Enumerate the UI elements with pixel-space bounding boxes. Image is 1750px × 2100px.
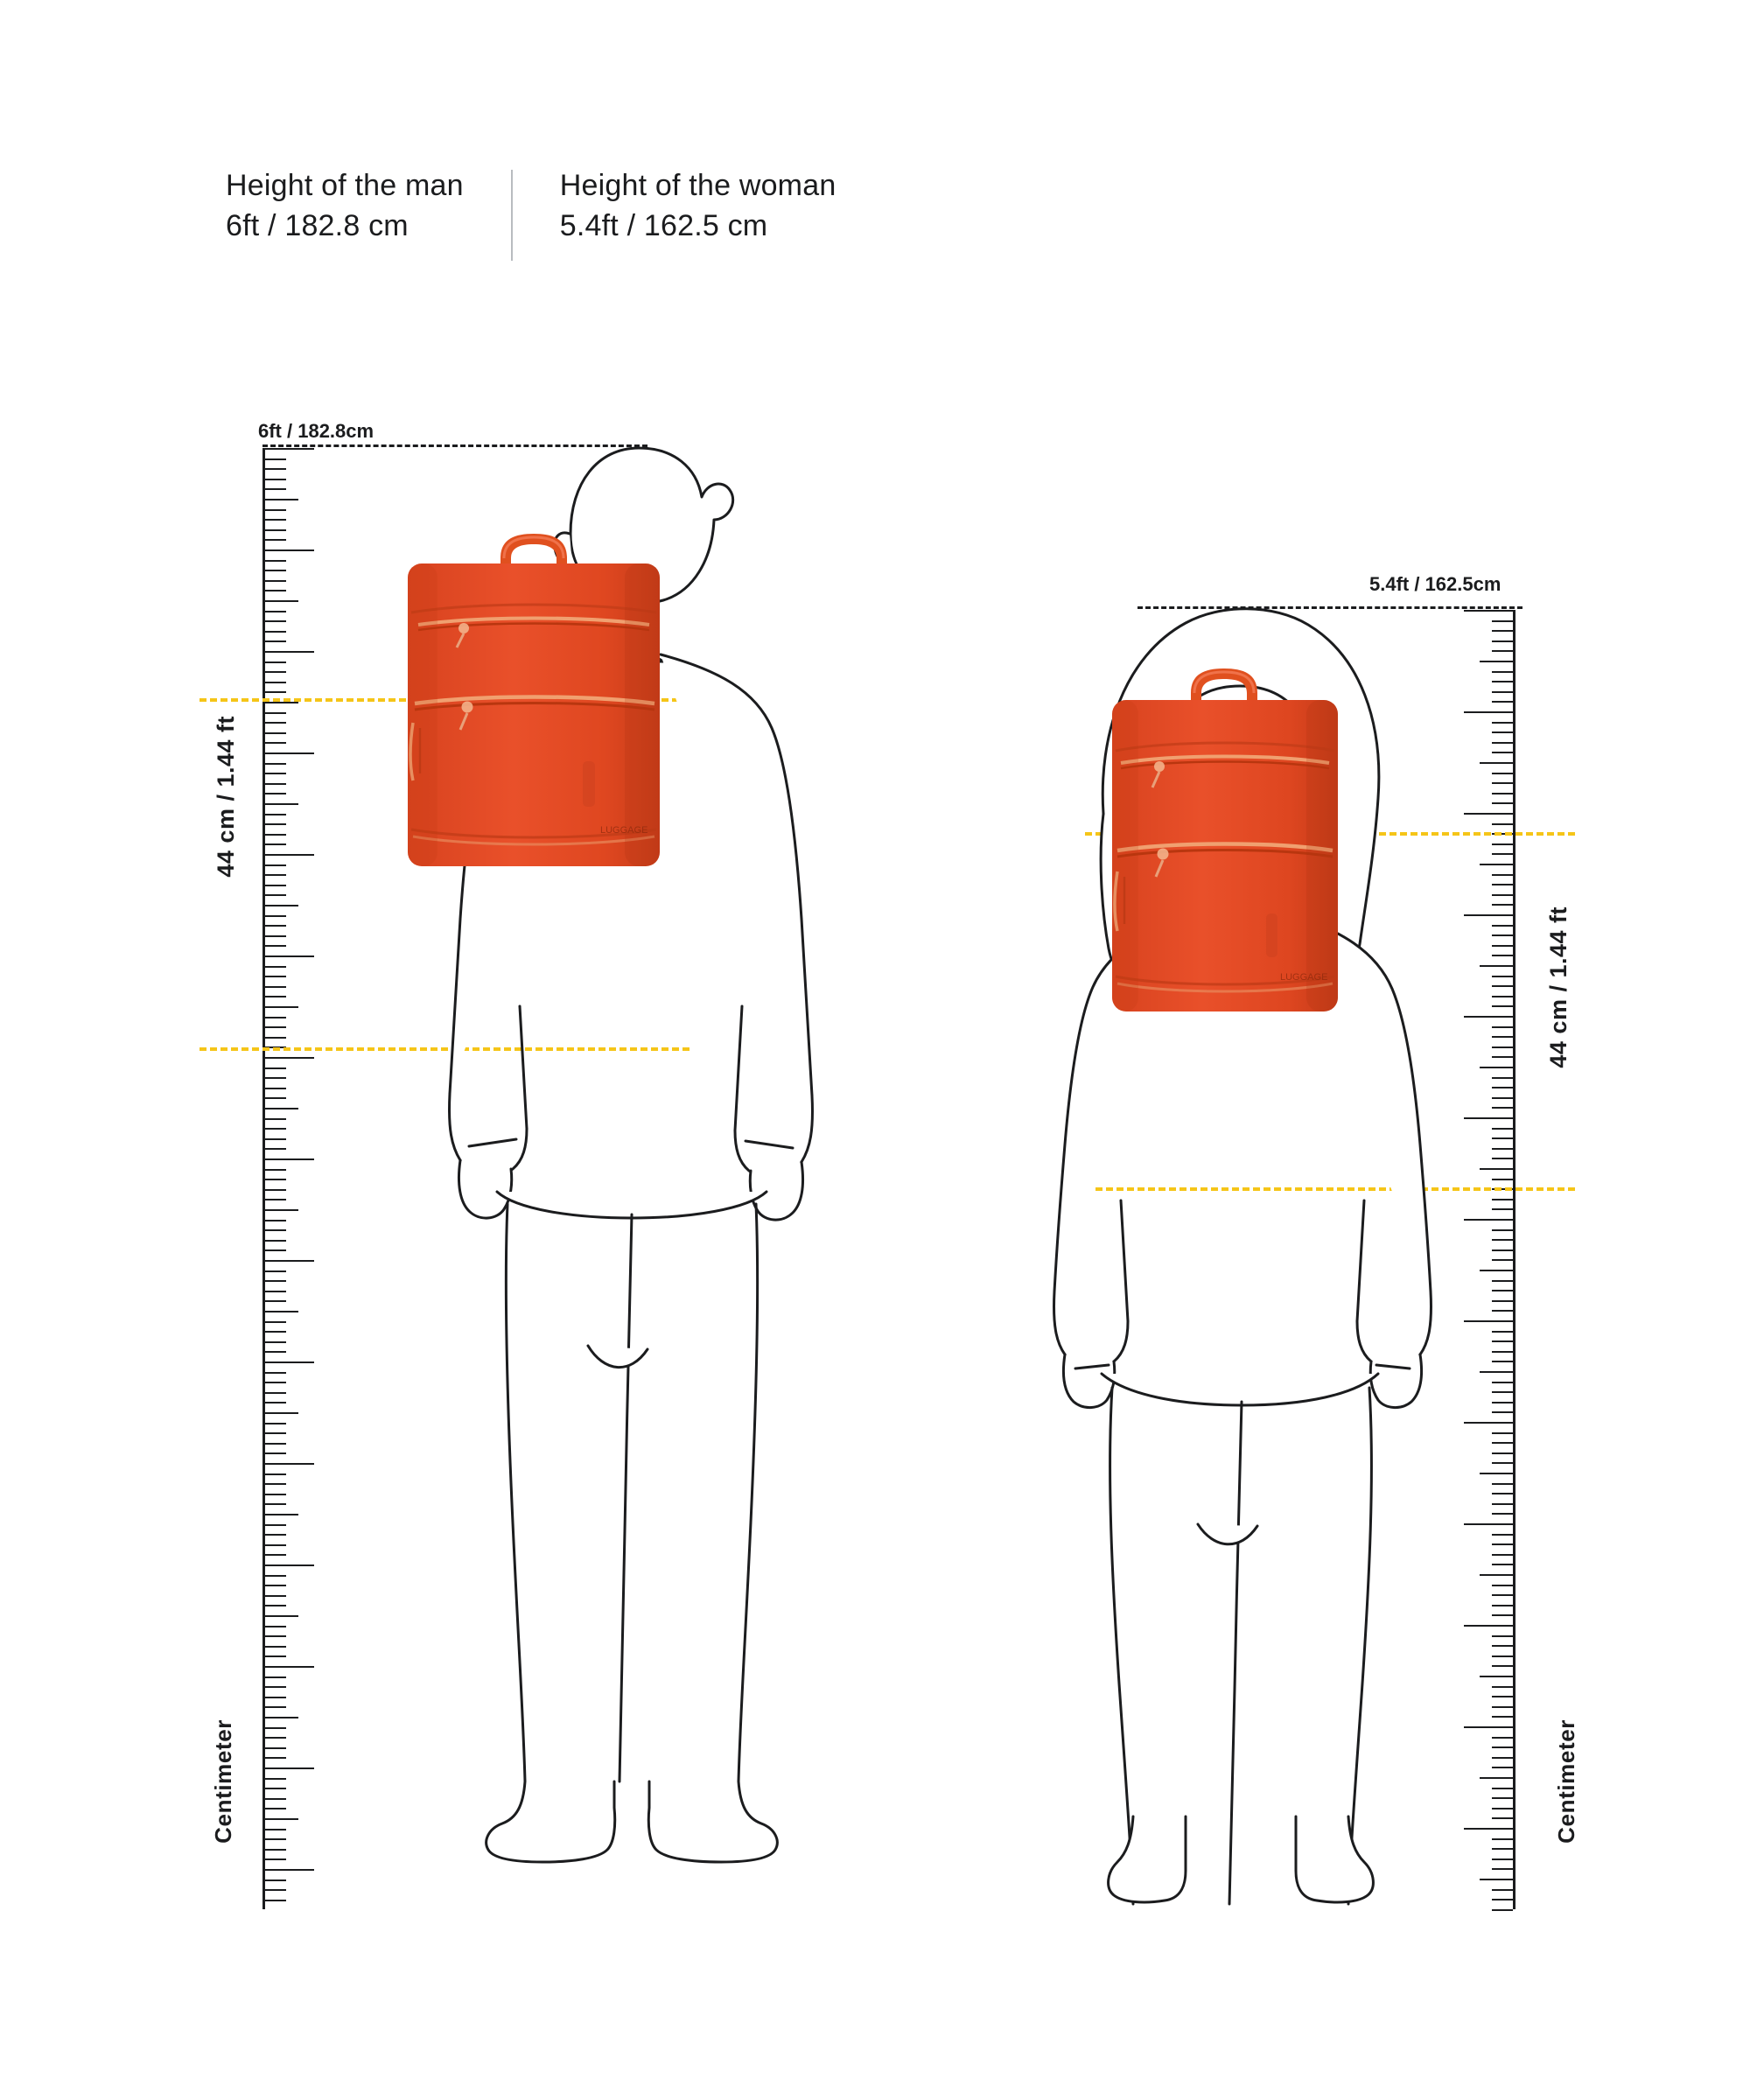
ruler-tick — [265, 499, 298, 500]
ruler-tick — [265, 1402, 286, 1404]
ruler-tick — [265, 509, 286, 511]
ruler-tick — [265, 1088, 286, 1089]
ruler-tick — [1492, 1340, 1513, 1342]
ruler-tick — [265, 844, 286, 845]
ruler-tick — [1492, 976, 1513, 977]
ruler-tick — [265, 1534, 286, 1536]
ruler-tick — [265, 1128, 286, 1130]
ruler-tick — [1492, 934, 1513, 936]
ruler-tick — [265, 732, 286, 734]
ruler-tick — [265, 1889, 286, 1891]
ruler-tick — [1492, 1635, 1513, 1637]
header-man-title: Height of the man — [226, 169, 464, 202]
ruler-tick — [1492, 1889, 1513, 1891]
ruler-tick — [265, 590, 286, 592]
ruler-tick — [265, 823, 286, 825]
ruler-tick — [265, 1118, 286, 1120]
ruler-tick — [265, 864, 286, 866]
ruler-tick — [1492, 1503, 1513, 1505]
ruler-tick — [265, 793, 286, 794]
ruler-tick — [1492, 1452, 1513, 1454]
ruler-tick — [1492, 671, 1513, 673]
ruler-tick — [265, 620, 286, 622]
ruler-tick — [265, 458, 286, 460]
ruler-tick — [1492, 1351, 1513, 1353]
ruler-tick — [1492, 1686, 1513, 1688]
woman-ruler-spine — [1513, 610, 1516, 1909]
ruler-tick — [265, 529, 286, 531]
ruler-tick — [1492, 1848, 1513, 1850]
ruler-tick — [265, 640, 286, 642]
ruler-tick — [265, 1392, 286, 1394]
header-woman-block — [560, 166, 836, 246]
ruler-tick — [265, 631, 286, 633]
header-woman-title: Height of the woman — [559, 169, 836, 202]
ruler-tick — [1492, 925, 1513, 927]
ruler-tick — [1464, 1320, 1513, 1322]
ruler-tick — [1492, 884, 1513, 886]
ruler-tick — [265, 854, 314, 856]
ruler-tick — [1492, 1605, 1513, 1606]
ruler-tick — [1492, 742, 1513, 744]
ruler-tick — [265, 935, 286, 937]
ruler-tick — [1492, 1331, 1513, 1333]
ruler-tick — [265, 1057, 314, 1059]
ruler-tick — [1492, 1158, 1513, 1159]
ruler-tick — [1464, 813, 1513, 815]
ruler-tick — [265, 1108, 298, 1110]
ruler-tick — [1464, 1726, 1513, 1728]
ruler-tick — [265, 1706, 286, 1708]
ruler-tick — [1492, 1239, 1513, 1241]
ruler-tick — [265, 1300, 286, 1302]
ruler-tick — [1464, 1117, 1513, 1119]
ruler-tick — [265, 874, 286, 876]
ruler-tick — [265, 814, 286, 816]
ruler-tick — [265, 1209, 298, 1211]
ruler-tick — [265, 1869, 314, 1871]
ruler-tick — [1480, 1168, 1513, 1170]
ruler-tick — [265, 1331, 286, 1333]
ruler-tick — [265, 1818, 298, 1820]
ruler-tick — [1492, 1250, 1513, 1251]
ruler-tick — [265, 539, 286, 541]
ruler-tick — [265, 600, 298, 602]
ruler-tick — [265, 1362, 314, 1363]
ruler-tick — [1492, 1585, 1513, 1586]
ruler-tick — [1492, 782, 1513, 784]
ruler-tick — [265, 1179, 286, 1180]
header-divider — [511, 170, 513, 261]
ruler-tick — [265, 1311, 298, 1312]
ruler-tick — [265, 915, 286, 917]
ruler-tick — [1464, 1016, 1513, 1018]
svg-text:LUGGAGE: LUGGAGE — [1280, 972, 1328, 983]
ruler-tick — [1492, 1077, 1513, 1079]
ruler-tick — [1492, 1097, 1513, 1099]
ruler-tick — [265, 448, 314, 450]
ruler-tick — [265, 1737, 286, 1739]
ruler-tick — [265, 570, 286, 571]
header-man-value: 6ft / 182.8 cm — [226, 208, 409, 242]
ruler-tick — [265, 519, 286, 521]
ruler-tick — [265, 1321, 286, 1323]
ruler-tick — [265, 1564, 314, 1566]
ruler-tick — [265, 1838, 286, 1840]
ruler-tick — [1492, 1483, 1513, 1485]
ruler-tick — [1464, 610, 1513, 612]
ruler-tick — [265, 651, 314, 653]
ruler-tick — [265, 1635, 286, 1637]
ruler-tick — [265, 752, 314, 754]
ruler-tick — [265, 1626, 286, 1628]
ruler-tick — [1492, 1594, 1513, 1596]
ruler-tick — [1492, 1544, 1513, 1545]
ruler-tick — [265, 662, 286, 663]
ruler-tick — [265, 1666, 314, 1668]
svg-text:LUGGAGE: LUGGAGE — [600, 825, 648, 836]
ruler-tick — [265, 885, 286, 886]
header-man-block — [226, 166, 464, 246]
ruler-tick — [1480, 1473, 1513, 1474]
ruler-tick — [1492, 1716, 1513, 1718]
ruler-tick — [265, 1494, 286, 1495]
ruler-tick — [1492, 752, 1513, 753]
ruler-tick — [1492, 1808, 1513, 1810]
ruler-tick — [1492, 1797, 1513, 1799]
ruler-tick — [1480, 661, 1513, 662]
ruler-tick — [265, 996, 286, 998]
ruler-tick — [265, 1351, 286, 1353]
ruler-tick — [1492, 1290, 1513, 1292]
ruler-tick — [1492, 844, 1513, 845]
ruler-tick — [1492, 1026, 1513, 1028]
ruler-tick — [1492, 985, 1513, 987]
ruler-tick — [265, 1858, 286, 1860]
ruler-tick — [265, 1503, 286, 1505]
ruler-tick — [265, 671, 286, 673]
woman-ruler-unit-label: Centimeter — [1553, 1719, 1579, 1844]
ruler-tick — [265, 1412, 298, 1414]
ruler-tick — [1492, 1564, 1513, 1565]
ruler-tick — [265, 1880, 286, 1881]
man-measure-label: 44 cm / 1.44 ft — [213, 716, 239, 878]
ruler-tick — [1492, 874, 1513, 876]
ruler-tick — [1492, 1259, 1513, 1261]
ruler-tick — [265, 1717, 298, 1718]
ruler-tick — [265, 1900, 286, 1901]
ruler-tick — [1492, 630, 1513, 632]
ruler-tick — [1492, 853, 1513, 855]
ruler-tick — [265, 1474, 286, 1475]
ruler-tick — [265, 1148, 286, 1150]
ruler-tick — [265, 1524, 286, 1526]
ruler-tick — [1492, 996, 1513, 998]
ruler-tick — [265, 1727, 286, 1729]
ruler-tick — [265, 1229, 286, 1231]
ruler-tick — [1492, 1767, 1513, 1768]
ruler-tick — [265, 580, 286, 582]
ruler-tick — [1464, 1625, 1513, 1627]
ruler-tick — [1492, 894, 1513, 896]
ruler-tick — [265, 691, 286, 693]
ruler-tick — [1480, 1574, 1513, 1576]
ruler-tick — [265, 1220, 286, 1222]
ruler-tick — [1480, 864, 1513, 865]
header — [226, 166, 836, 261]
ruler-tick — [1492, 1229, 1513, 1231]
ruler-tick — [265, 1747, 286, 1749]
ruler-tick — [1492, 1614, 1513, 1616]
ruler-tick — [265, 1463, 314, 1465]
ruler-tick — [265, 1757, 286, 1759]
ruler-tick — [265, 1260, 314, 1262]
ruler-tick — [265, 945, 286, 947]
ruler-tick — [265, 1097, 286, 1099]
ruler-tick — [265, 1554, 286, 1556]
ruler-tick — [265, 763, 286, 765]
ruler-tick — [1480, 1879, 1513, 1880]
ruler-tick — [1492, 1036, 1513, 1038]
ruler-tick — [1492, 773, 1513, 774]
ruler-tick — [265, 1656, 286, 1657]
ruler-tick — [265, 1808, 286, 1810]
ruler-tick — [1492, 1087, 1513, 1088]
ruler-tick — [265, 488, 286, 490]
ruler-tick — [1480, 965, 1513, 967]
ruler-tick — [1492, 823, 1513, 825]
man-top-callout-label: 6ft / 182.8cm — [258, 420, 374, 442]
ruler-tick — [265, 1432, 286, 1434]
ruler-tick — [265, 1849, 286, 1851]
ruler-tick — [1492, 1665, 1513, 1667]
ruler-tick — [1464, 711, 1513, 713]
ruler-tick — [265, 1026, 286, 1028]
ruler-tick — [1492, 1310, 1513, 1312]
ruler-tick — [265, 1240, 286, 1242]
ruler-tick — [1480, 1676, 1513, 1677]
ruler-tick — [265, 1382, 286, 1383]
ruler-tick — [1464, 1422, 1513, 1424]
ruler-tick — [265, 1199, 286, 1200]
woman-measure-label: 44 cm / 1.44 ft — [1545, 906, 1572, 1068]
ruler-tick — [265, 550, 314, 551]
ruler-tick — [1492, 1817, 1513, 1819]
ruler-tick — [265, 1138, 286, 1140]
ruler-tick — [1492, 1432, 1513, 1434]
ruler-tick — [1492, 732, 1513, 733]
ruler-tick — [1492, 722, 1513, 724]
ruler-tick — [265, 1017, 286, 1018]
ruler-tick — [1492, 681, 1513, 682]
man-ruler-unit-label: Centimeter — [210, 1719, 236, 1844]
ruler-tick — [1492, 1746, 1513, 1748]
ruler-tick — [265, 1615, 298, 1617]
ruler-tick — [1492, 802, 1513, 804]
ruler-tick — [1464, 1828, 1513, 1830]
ruler-tick — [1492, 1706, 1513, 1708]
ruler-tick — [265, 1595, 286, 1597]
ruler-tick — [265, 834, 286, 836]
ruler-tick — [265, 803, 298, 805]
ruler-tick — [1492, 1899, 1513, 1900]
ruler-tick — [265, 1697, 286, 1698]
ruler-tick — [265, 1037, 286, 1039]
ruler-tick — [1492, 1005, 1513, 1007]
ruler-tick — [265, 1452, 286, 1454]
man-ruler — [262, 448, 334, 1909]
ruler-tick — [265, 1575, 286, 1577]
ruler-tick — [265, 1443, 286, 1445]
ruler-tick — [265, 1270, 286, 1272]
ruler-tick — [265, 722, 286, 724]
ruler-tick — [1492, 1909, 1513, 1911]
ruler-tick — [1492, 1858, 1513, 1860]
ruler-tick — [265, 1605, 286, 1606]
ruler-tick — [265, 1280, 286, 1282]
ruler-tick — [265, 1077, 286, 1079]
ruler-tick — [1492, 1128, 1513, 1130]
ruler-tick — [1492, 1838, 1513, 1840]
man-backpack — [402, 532, 665, 882]
ruler-tick — [1480, 1067, 1513, 1068]
ruler-tick — [265, 976, 286, 977]
ruler-tick — [1492, 1788, 1513, 1789]
ruler-tick — [1492, 1179, 1513, 1180]
ruler-tick — [265, 1686, 286, 1688]
ruler-tick — [1492, 1534, 1513, 1536]
ruler-tick — [265, 1189, 286, 1191]
ruler-tick — [265, 1372, 286, 1374]
ruler-tick — [265, 783, 286, 785]
ruler-tick — [1492, 1554, 1513, 1556]
ruler-tick — [1492, 904, 1513, 906]
ruler-tick — [1492, 1737, 1513, 1739]
ruler-tick — [265, 1768, 314, 1769]
ruler-tick — [265, 1829, 286, 1830]
ruler-tick — [265, 1585, 286, 1586]
ruler-tick — [1492, 691, 1513, 693]
ruler-tick — [1492, 1757, 1513, 1759]
ruler-tick — [1492, 650, 1513, 652]
ruler-tick — [1492, 793, 1513, 794]
ruler-tick — [265, 468, 286, 470]
ruler-tick — [265, 986, 286, 988]
ruler-tick — [265, 1341, 286, 1343]
ruler-tick — [265, 1291, 286, 1292]
ruler-tick — [1492, 945, 1513, 947]
ruler-tick — [1492, 1361, 1513, 1362]
ruler-tick — [1492, 1056, 1513, 1058]
ruler-tick — [265, 905, 298, 906]
ruler-tick — [1492, 1493, 1513, 1494]
ruler-tick — [265, 712, 286, 714]
ruler-tick — [265, 702, 298, 704]
ruler-tick — [265, 1158, 314, 1160]
ruler-tick — [1492, 1402, 1513, 1404]
ruler-tick — [265, 1646, 286, 1648]
ruler-tick — [1492, 1208, 1513, 1210]
ruler-tick — [265, 479, 286, 480]
ruler-tick — [265, 682, 286, 683]
ruler-tick — [1492, 1148, 1513, 1150]
ruler-tick — [265, 1798, 286, 1800]
ruler-tick — [265, 1423, 286, 1424]
ruler-tick — [1464, 1219, 1513, 1221]
header-woman-value: 5.4ft / 162.5 cm — [559, 208, 768, 242]
ruler-tick — [1492, 1046, 1513, 1048]
ruler-tick — [265, 1068, 286, 1069]
ruler-tick — [265, 1676, 286, 1678]
ruler-tick — [1480, 1270, 1513, 1271]
ruler-tick — [1492, 1696, 1513, 1698]
ruler-tick — [1492, 1199, 1513, 1200]
ruler-tick — [1492, 1645, 1513, 1647]
ruler-tick — [1480, 762, 1513, 764]
ruler-tick — [265, 1483, 286, 1485]
ruler-tick — [1492, 1656, 1513, 1657]
ruler-tick — [265, 773, 286, 774]
ruler-tick — [1492, 1442, 1513, 1444]
ruler-tick — [1492, 640, 1513, 642]
ruler-tick — [1480, 1371, 1513, 1373]
ruler-tick — [265, 1514, 298, 1516]
ruler-tick — [1492, 1300, 1513, 1302]
ruler-tick — [1492, 1868, 1513, 1870]
ruler-tick — [265, 1006, 298, 1008]
ruler-tick — [265, 1250, 286, 1251]
ruler-tick — [1492, 1391, 1513, 1393]
woman-backpack — [1107, 665, 1343, 1024]
ruler-tick — [265, 925, 286, 927]
ruler-tick — [1492, 1107, 1513, 1109]
ruler-tick — [265, 560, 286, 562]
ruler-tick — [1464, 1523, 1513, 1525]
ruler-tick — [1492, 955, 1513, 956]
ruler-tick — [1492, 1138, 1513, 1139]
ruler-tick — [1492, 1513, 1513, 1515]
ruler-tick — [1480, 1777, 1513, 1779]
ruler-tick — [265, 742, 286, 744]
ruler-tick — [265, 1544, 286, 1546]
ruler-tick — [1492, 701, 1513, 703]
ruler-tick — [1492, 1462, 1513, 1464]
woman-top-callout-label: 5.4ft / 162.5cm — [1369, 573, 1502, 595]
ruler-tick — [1492, 1280, 1513, 1282]
ruler-tick — [265, 611, 286, 612]
ruler-tick — [265, 1788, 286, 1789]
ruler-tick — [265, 1778, 286, 1780]
ruler-tick — [265, 894, 286, 896]
ruler-tick — [1492, 1382, 1513, 1383]
ruler-tick — [1492, 620, 1513, 622]
ruler-tick — [265, 956, 314, 957]
ruler-tick — [265, 1169, 286, 1171]
ruler-tick — [1464, 914, 1513, 916]
ruler-tick — [265, 966, 286, 968]
ruler-tick — [1492, 1411, 1513, 1413]
